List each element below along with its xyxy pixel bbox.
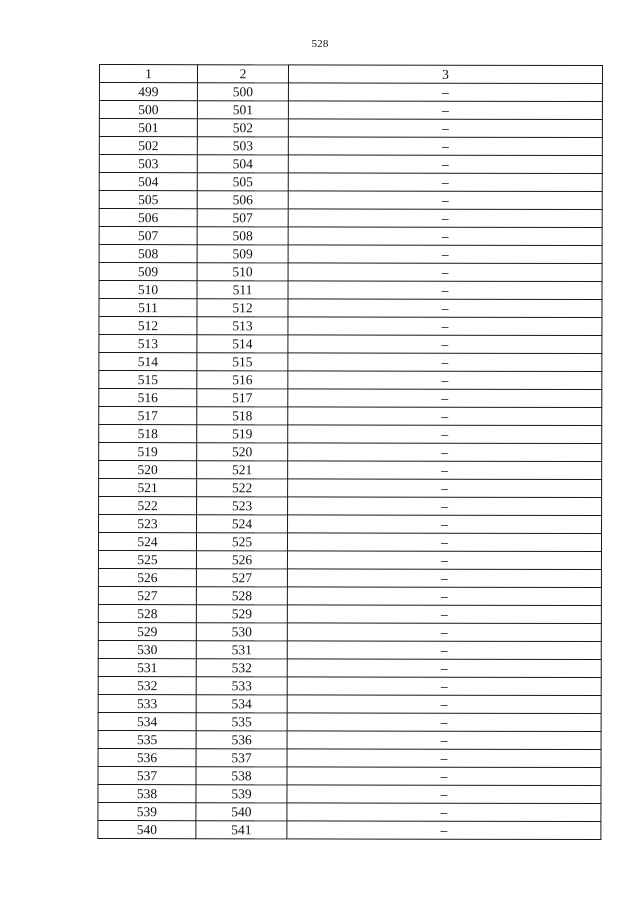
table-cell-col-3: –: [288, 137, 602, 156]
table-cell-col-1: 515: [99, 371, 197, 389]
table-cell-col-3: –: [287, 767, 601, 786]
table-cell-col-3: –: [287, 551, 601, 570]
table-row: [98, 533, 601, 552]
table-cell-col-3: –: [287, 803, 601, 822]
table-cell-col-1: 513: [99, 335, 197, 353]
table-cell-col-3: –: [288, 407, 602, 426]
table-cell-col-1: 522: [99, 497, 197, 515]
table-cell-col-3: –: [287, 695, 601, 714]
table-cell-col-1: 521: [99, 479, 197, 497]
table-row: [99, 479, 602, 498]
table-row: [99, 281, 602, 300]
table-cell-col-2: 533: [196, 677, 287, 695]
table-cell-col-2: 509: [197, 245, 288, 263]
table-cell-col-2: 529: [196, 605, 287, 623]
table-cell-col-3: –: [288, 335, 602, 354]
table-cell-col-3: –: [287, 587, 601, 606]
table-cell-col-3: –: [287, 713, 601, 732]
data-table: [97, 64, 603, 840]
table-cell-col-3: –: [288, 461, 602, 480]
table-row: [99, 155, 602, 174]
column-header-2: 2: [197, 65, 288, 83]
table-cell-col-3: –: [288, 83, 602, 102]
table-row: [99, 137, 602, 156]
table-cell-col-2: 530: [196, 623, 287, 641]
page-number: 528: [311, 38, 329, 50]
table-cell-col-1: 539: [98, 802, 196, 820]
table-cell-col-2: 516: [197, 371, 288, 389]
table-cell-col-3: –: [287, 821, 601, 840]
table-cell-col-1: 531: [98, 658, 196, 676]
table-cell-col-1: 509: [99, 263, 197, 281]
table-cell-col-3: –: [288, 209, 602, 228]
table-cell-col-3: –: [288, 317, 602, 336]
table-cell-col-2: 507: [197, 209, 288, 227]
table-cell-col-1: 534: [98, 712, 196, 730]
table-row: [98, 622, 601, 641]
table-cell-col-1: 532: [98, 676, 196, 694]
table-row: [98, 748, 601, 767]
table-cell-col-2: 515: [197, 353, 288, 371]
table-cell-col-3: –: [288, 173, 602, 192]
table-cell-col-1: 507: [99, 227, 197, 245]
table-row: [99, 317, 602, 336]
table-cell-col-3: –: [288, 263, 602, 282]
table-cell-col-1: 503: [99, 155, 197, 173]
table-row: [99, 245, 602, 264]
table-cell-col-3: –: [287, 785, 601, 804]
table-row: [98, 551, 601, 570]
table-cell-col-2: 522: [197, 479, 288, 497]
table-cell-col-1: 511: [99, 299, 197, 317]
table-cell-col-3: –: [288, 389, 602, 408]
table-cell-col-2: 503: [197, 137, 288, 155]
table-cell-col-2: 538: [196, 767, 287, 785]
table-cell-col-2: 502: [197, 119, 288, 137]
table-cell-col-1: 528: [98, 604, 196, 622]
table-cell-col-1: 533: [98, 694, 196, 712]
table-cell-col-1: 526: [98, 568, 196, 586]
table-cell-col-1: 502: [99, 137, 197, 155]
table-cell-col-1: 516: [99, 389, 197, 407]
table-cell-col-1: 520: [99, 461, 197, 479]
table-row: [99, 407, 602, 426]
table-cell-col-2: 523: [197, 497, 288, 515]
table-cell-col-2: 520: [197, 443, 288, 461]
table-header: [99, 65, 602, 84]
table-cell-col-3: –: [287, 623, 601, 642]
table-cell-col-2: 508: [197, 227, 288, 245]
table-cell-col-3: –: [288, 227, 602, 246]
table-row: [99, 461, 602, 480]
table-row: [98, 640, 601, 659]
table-cell-col-2: 534: [196, 695, 287, 713]
table-cell-col-2: 519: [197, 425, 288, 443]
table-row: [98, 658, 601, 677]
table-cell-col-1: 538: [98, 784, 196, 802]
table-row: [98, 694, 601, 713]
table-cell-col-3: –: [288, 515, 602, 534]
table-cell-col-2: 531: [196, 641, 287, 659]
table-cell-col-1: 540: [98, 820, 196, 838]
table-cell-col-2: 524: [197, 515, 288, 533]
table-row: [99, 191, 602, 210]
table-cell-col-3: –: [288, 497, 602, 516]
table-row: [98, 586, 601, 605]
table-row: [99, 227, 602, 246]
table-body: [98, 83, 603, 840]
table-row: [99, 173, 602, 192]
table-cell-col-3: –: [288, 479, 602, 498]
table-cell-col-2: 527: [196, 569, 287, 587]
table-cell-col-2: 537: [196, 749, 287, 767]
table-row: [98, 568, 601, 587]
table-cell-col-1: 523: [99, 515, 197, 533]
table-cell-col-1: 501: [99, 119, 197, 137]
table-cell-col-3: –: [287, 749, 601, 768]
table-row: [99, 371, 602, 390]
table-row: [99, 83, 602, 102]
table-row: [99, 389, 602, 408]
table-cell-col-1: 530: [98, 640, 196, 658]
table-cell-col-3: –: [287, 569, 601, 588]
table-row: [98, 712, 601, 731]
table-row: [98, 766, 601, 785]
table-row: [99, 497, 602, 516]
table-cell-col-3: –: [288, 281, 602, 300]
table-cell-col-2: 540: [196, 803, 287, 821]
table-cell-col-1: 519: [99, 443, 197, 461]
table-cell-col-1: 536: [98, 748, 196, 766]
table-cell-col-1: 514: [99, 353, 197, 371]
table-cell-col-2: 501: [197, 101, 288, 119]
table-cell-col-1: 529: [98, 622, 196, 640]
table-cell-col-1: 518: [99, 425, 197, 443]
table-cell-col-3: –: [287, 605, 601, 624]
table-cell-col-3: –: [287, 533, 601, 552]
table-cell-col-3: –: [288, 119, 602, 138]
table-cell-col-2: 504: [197, 155, 288, 173]
table-row: [99, 209, 602, 228]
table-cell-col-3: –: [288, 353, 602, 372]
table-cell-col-2: 514: [197, 335, 288, 353]
table-cell-col-2: 525: [196, 533, 287, 551]
table-cell-col-2: 536: [196, 731, 287, 749]
table-cell-col-2: 539: [196, 785, 287, 803]
table-row: [99, 335, 602, 354]
table-cell-col-1: 525: [98, 551, 196, 569]
table-cell-col-2: 505: [197, 173, 288, 191]
column-header-1: 1: [99, 65, 197, 83]
table-cell-col-3: –: [288, 371, 602, 390]
table-cell-col-2: 506: [197, 191, 288, 209]
table-cell-col-2: 526: [196, 551, 287, 569]
table-cell-col-2: 541: [196, 821, 287, 839]
table-cell-col-3: –: [288, 299, 602, 318]
table-row: [98, 604, 601, 623]
table-cell-col-2: 518: [197, 407, 288, 425]
table-row: [98, 784, 601, 803]
table-cell-col-3: –: [288, 191, 602, 210]
table-cell-col-1: 527: [98, 586, 196, 604]
table-cell-col-3: –: [287, 677, 601, 696]
table-cell-col-1: 517: [99, 407, 197, 425]
table-row: [99, 119, 602, 138]
table-cell-col-1: 500: [99, 101, 197, 119]
table-row: [98, 802, 601, 821]
table-cell-col-2: 513: [197, 317, 288, 335]
table-cell-col-3: –: [287, 641, 601, 660]
table-row: [98, 820, 601, 839]
table-row: [99, 263, 602, 282]
table-cell-col-3: –: [287, 731, 601, 750]
column-header-3: 3: [288, 65, 602, 84]
table-cell-col-1: 506: [99, 209, 197, 227]
table-cell-col-3: –: [288, 425, 602, 444]
table-cell-col-2: 500: [197, 83, 288, 101]
table-cell-col-3: –: [288, 443, 602, 462]
table-row: [99, 353, 602, 372]
table-row: [99, 101, 602, 120]
table-cell-col-2: 521: [197, 461, 288, 479]
table-cell-col-1: 512: [99, 317, 197, 335]
table-cell-col-3: –: [288, 155, 602, 174]
table-cell-col-2: 510: [197, 263, 288, 281]
table-row: [99, 443, 602, 462]
table-row: [98, 676, 601, 695]
table-cell-col-3: –: [287, 659, 601, 678]
table-cell-col-1: 524: [98, 533, 196, 551]
table-cell-col-2: 528: [196, 587, 287, 605]
table-cell-col-1: 535: [98, 730, 196, 748]
table-cell-col-3: –: [288, 245, 602, 264]
table-cell-col-1: 510: [99, 281, 197, 299]
table-cell-col-2: 535: [196, 713, 287, 731]
table-cell-col-2: 532: [196, 659, 287, 677]
table-cell-col-1: 505: [99, 191, 197, 209]
table-cell-col-1: 508: [99, 245, 197, 263]
table-row: [99, 299, 602, 318]
table-cell-col-2: 512: [197, 299, 288, 317]
table-cell-col-1: 504: [99, 173, 197, 191]
table-row: [99, 425, 602, 444]
table-cell-col-2: 517: [197, 389, 288, 407]
table-cell-col-1: 499: [99, 83, 197, 101]
table-row: [99, 515, 602, 534]
table-cell-col-2: 511: [197, 281, 288, 299]
table-row: [98, 730, 601, 749]
table-cell-col-3: –: [288, 101, 602, 120]
header-row: [99, 65, 602, 84]
table-cell-col-1: 537: [98, 766, 196, 784]
